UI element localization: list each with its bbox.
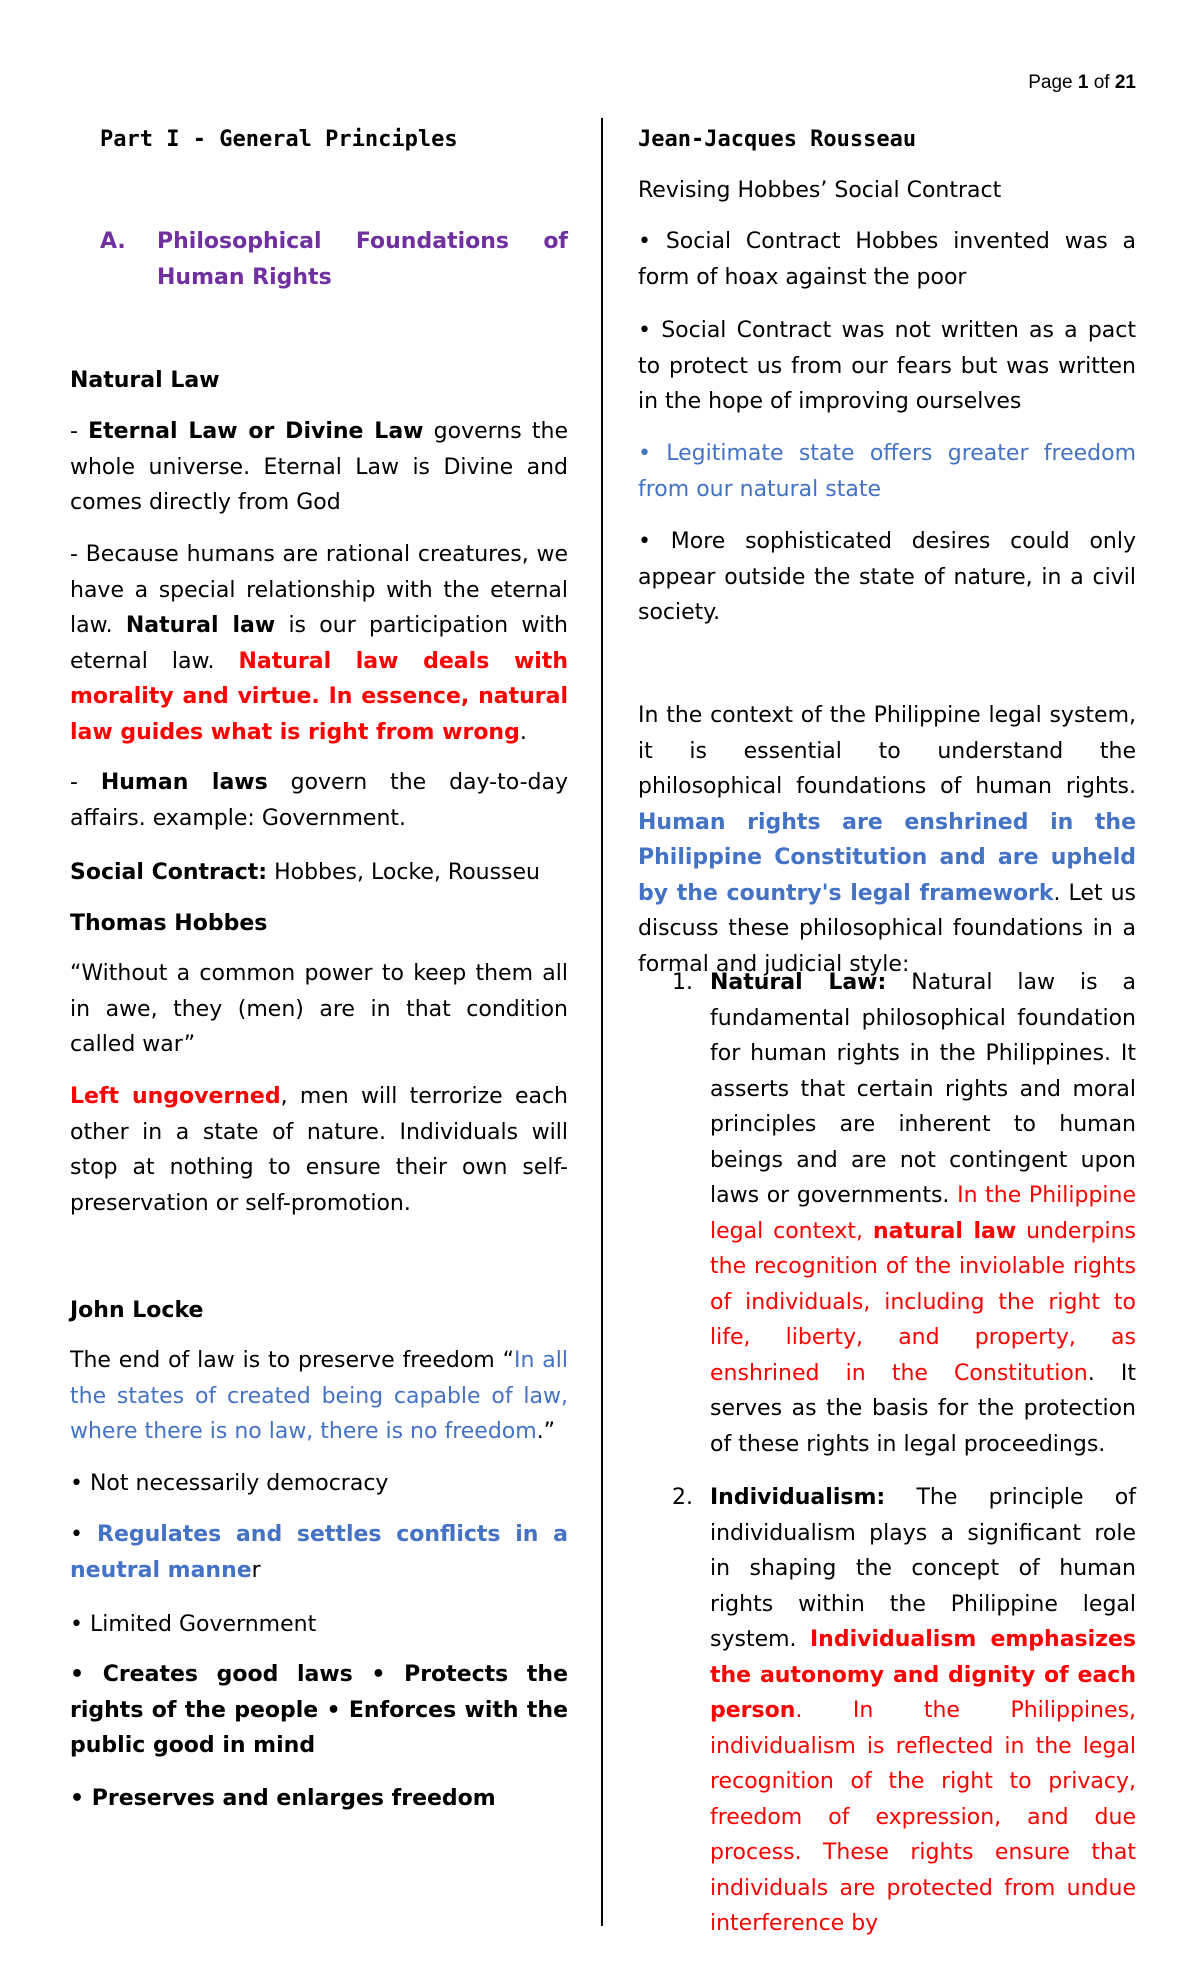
ctx-a: In the context of the Philippine legal system, it is essential to understand the philosophical foundations of human rights. <box>638 703 1136 799</box>
item1-a: Natural law is a fundamental philosophical foundation for human rights in the Philippines. It asserts that certain rights and moral principles are inherent to human beings and are not contingent upon laws or governments. <box>710 970 1136 1208</box>
social-contract-label: Social Contract: <box>70 860 268 885</box>
bullet-regulates <box>70 1517 568 1588</box>
paragraph-context <box>638 698 1136 982</box>
item1-red-a: In the Philippine legal context, <box>710 1183 1137 1244</box>
paragraph-rational-creatures <box>70 537 568 750</box>
bullet-hoax: • Social Contract Hobbes invented was a form of hoax against the poor <box>638 229 1136 290</box>
paragraph-eternal-law <box>70 414 568 521</box>
p3-rest: govern the day-to-day affairs. example: Government. <box>70 770 568 831</box>
p2-red: Natural law deals with morality and virtue. In essence, natural law guides what is right from wrong <box>70 648 568 745</box>
item1-number: 1. <box>672 970 693 995</box>
page-current: 1 <box>1077 72 1089 93</box>
locke-end: .” <box>536 1419 556 1444</box>
page-prefix: Page <box>1028 72 1078 93</box>
bullet-legitimate-state: • Legitimate state offers greater freedom from our natural state <box>638 441 1136 502</box>
bullet-not-democracy: • Not necessarily democracy <box>70 1471 389 1496</box>
locke-heading: John Locke <box>70 1298 204 1323</box>
p3-dash: - <box>70 770 101 795</box>
hobbes-rest: , men will terrorize each other in a state of nature. Individuals will stop at nothing to ensure their own self-preservation or self-promotion. <box>70 1084 568 1216</box>
item2-a: The principle of individualism plays a significant role in shaping the concept of human rights within the Philippine legal system. <box>710 1485 1136 1652</box>
social-contract-rest: Hobbes, Locke, Rousseu <box>267 860 540 885</box>
item1-red-bold: natural law <box>872 1218 1017 1244</box>
item2-red: In the Philippines, individualism is reflected in the legal recognition of the right to privacy, freedom of expression, and due process. These rights ensure that individuals are protected from undue interference by <box>710 1698 1136 1936</box>
natural-law-heading: Natural Law <box>70 368 220 393</box>
section-letter: A. <box>100 229 126 254</box>
hobbes-quote: “Without a common power to keep them all in awe, they (men) are in that condition called war” <box>70 961 568 1057</box>
page-total: 21 <box>1114 72 1136 93</box>
social-contract-line <box>70 855 568 891</box>
paragraph-left-ungoverned <box>70 1079 568 1221</box>
rousseau-heading: Jean-Jacques Rousseau <box>638 127 917 152</box>
section-title: Philosophical Foundations of Human Rights <box>157 229 568 290</box>
locke-blue: In all the states of created being capable of law, where there is no law, there is no freedom <box>70 1348 568 1444</box>
part-title: Part I - General Principles <box>100 127 458 152</box>
locke-a: The end of law is to preserve freedom “ <box>70 1348 514 1373</box>
bullet-preserves-freedom: • Preserves and enlarges freedom <box>70 1786 496 1811</box>
ctx-blue: Human rights are enshrined in the Philippine Constitution and are upheld by the country's legal framework <box>638 809 1136 906</box>
p2-end: . <box>519 719 527 745</box>
ctx-b: . Let us discuss these philosophical foundations in a formal and judicial style: <box>638 880 1136 977</box>
item2-text <box>710 1480 1136 1942</box>
item2-red-dot: . <box>795 1698 803 1723</box>
hobbes-heading: Thomas Hobbes <box>70 911 268 936</box>
item1-b: . It serves as the basis for the protection of these rights in legal proceedings. <box>710 1360 1136 1457</box>
bullet-good-laws: • Creates good laws • Protects the rights of the people • Enforces with the public good in mind <box>70 1662 568 1758</box>
column-divider <box>601 118 603 1926</box>
b2-end: r <box>251 1557 261 1583</box>
item2-label: Individualism: <box>710 1485 886 1510</box>
p2-b: is our participation with eternal law. <box>70 613 568 674</box>
bullet-limited-government: • Limited Government <box>70 1612 317 1637</box>
item1-red-b: underpins the recognition of the inviolable rights of individuals, including the right to life, liberty, and property, as enshrined in the Constitution <box>710 1218 1136 1386</box>
page-sep: of <box>1088 72 1115 93</box>
b2-bullet: • <box>70 1522 98 1547</box>
rousseau-subheading: Revising Hobbes’ Social Contract <box>638 178 1002 203</box>
p1-rest: governs the whole universe. Eternal Law is Divine and comes directly from God <box>70 419 568 515</box>
paragraph-human-laws <box>70 765 568 836</box>
bullet-sophisticated-desires: • More sophisticated desires could only appear outside the state of nature, in a civil society. <box>638 529 1136 625</box>
p3-bold: Human laws <box>100 770 268 795</box>
item2-number: 2. <box>672 1485 693 1510</box>
p1-dash: - <box>70 419 89 444</box>
b2-blue: Regulates and settles conflicts in a neutral manne <box>70 1522 568 1583</box>
page-number <box>900 72 1136 94</box>
hobbes-red: Left ungoverned <box>70 1084 281 1109</box>
p1-bold: Eternal Law or Divine Law <box>88 419 424 444</box>
p2-bold: Natural law <box>125 613 276 638</box>
item1-text <box>710 965 1136 1462</box>
bullet-not-a-pact: • Social Contract was not written as a pact to protect us from our fears but was written in the hope of improving ourselves <box>638 318 1136 414</box>
item1-label: Natural Law: <box>710 970 887 995</box>
p2-a: - Because humans are rational creatures, we have a special relationship with the eternal law. <box>70 542 568 638</box>
item2-red-bold: Individualism emphasizes the autonomy and dignity of each person <box>710 1627 1136 1723</box>
paragraph-locke <box>70 1343 568 1450</box>
